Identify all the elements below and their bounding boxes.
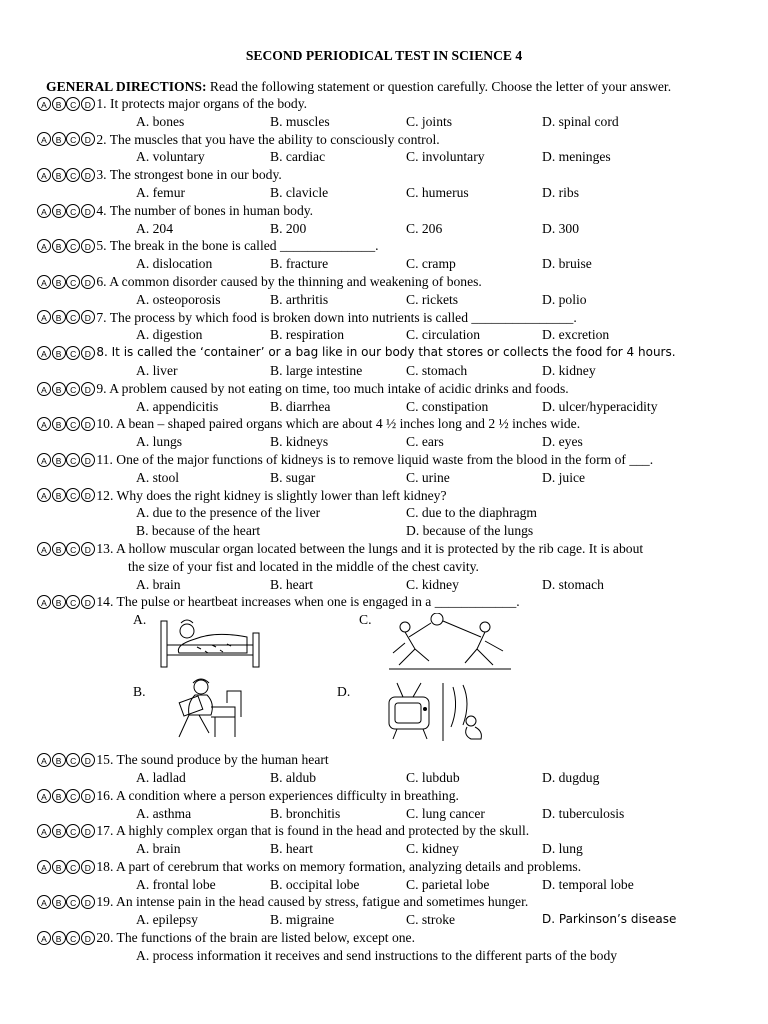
option-a[interactable]: A. stool [136, 469, 180, 485]
answer-bubble-c[interactable]: C [66, 97, 80, 111]
answer-bubble-c[interactable]: C [66, 824, 80, 838]
option-d[interactable]: D. because of the lungs [406, 523, 534, 539]
question-list [37, 95, 762, 965]
question-item [37, 131, 762, 167]
option-a[interactable]: A. 204 [136, 220, 174, 236]
answer-bubble-c[interactable]: C [66, 310, 80, 324]
option-b[interactable]: B. muscles [270, 113, 330, 129]
question-line [37, 415, 762, 433]
options-row [37, 398, 762, 416]
answer-bubble-d[interactable]: D [81, 132, 95, 146]
option-d[interactable]: D. polio [542, 291, 587, 307]
options-row [37, 876, 762, 894]
answer-bubble-d[interactable]: D [81, 488, 95, 502]
answer-bubble-a[interactable]: A [37, 595, 51, 609]
option-d[interactable]: D. excretion [542, 327, 610, 343]
question-text: 12. Why does the right kidney is slightly lower than left kidney? [96, 487, 447, 503]
answer-bubble-a[interactable]: A [37, 239, 51, 253]
answer-bubble-d[interactable]: D [81, 453, 95, 467]
option-a[interactable]: A. dislocation [136, 256, 213, 272]
answer-bubbles [37, 453, 95, 467]
option-b[interactable]: B. occipital lobe [270, 876, 360, 892]
answer-bubble-c[interactable]: C [66, 789, 80, 803]
option-b[interactable]: B. respiration [270, 327, 344, 343]
answer-bubble-a[interactable]: A [37, 895, 51, 909]
answer-bubble-b[interactable]: B [52, 239, 66, 253]
answer-bubbles [37, 97, 95, 111]
answer-bubble-c[interactable]: C [66, 132, 80, 146]
answer-bubble-c[interactable]: C [66, 453, 80, 467]
answer-bubbles [37, 168, 95, 182]
answer-bubble-b[interactable]: B [52, 542, 66, 556]
activity-illustration-a[interactable] [157, 611, 267, 676]
options-row [37, 113, 762, 131]
answer-bubble-a[interactable]: A [37, 168, 51, 182]
answer-bubble-a[interactable]: A [37, 382, 51, 396]
question-text: 6. A common disorder caused by the thinning and weakening of bones. [96, 273, 482, 289]
answer-bubble-c[interactable]: C [66, 204, 80, 218]
question-text: 13. A hollow muscular organ located between the lungs and it is protected by the rib cage. It is about [96, 540, 644, 556]
question-item [37, 787, 762, 823]
question-text: 16. A condition where a person experiences difficulty in breathing. [96, 787, 459, 803]
answer-bubble-c[interactable]: C [66, 346, 80, 360]
option-c[interactable]: C. cramp [406, 256, 456, 272]
answer-bubble-c[interactable]: C [66, 239, 80, 253]
option-b[interactable]: B. because of the heart [136, 523, 261, 539]
answer-bubbles [37, 310, 95, 324]
question-item [37, 540, 762, 593]
answer-bubble-a[interactable]: A [37, 789, 51, 803]
option-a[interactable]: A. due to the presence of the liver [136, 505, 321, 521]
option-d[interactable]: D. ribs [542, 184, 580, 200]
question-line [37, 822, 762, 840]
option-c[interactable]: C. kidney [406, 841, 459, 857]
question-line [37, 893, 762, 911]
option-b[interactable]: B. bronchitis [270, 805, 341, 821]
page-title: SECOND PERIODICAL TEST IN SCIENCE 4 [245, 48, 523, 63]
answer-bubble-a[interactable]: A [37, 931, 51, 945]
option-a[interactable]: A. bones [136, 113, 185, 129]
answer-bubble-a[interactable]: A [37, 860, 51, 874]
answer-bubble-c[interactable]: C [66, 931, 80, 945]
answer-bubble-a[interactable]: A [37, 417, 51, 431]
answer-bubble-d[interactable]: D [81, 204, 95, 218]
question-line [37, 273, 762, 291]
option-b[interactable]: B. fracture [270, 256, 329, 272]
answer-bubble-c[interactable]: C [66, 542, 80, 556]
options-row [37, 148, 762, 166]
question-item [37, 487, 762, 540]
question-item [37, 893, 762, 929]
options-row [37, 805, 762, 823]
options-row [37, 947, 762, 965]
question-text: 20. The functions of the brain are listed below, except one. [96, 930, 415, 946]
option-b[interactable]: B. migraine [270, 912, 335, 928]
answer-bubbles [37, 789, 95, 803]
option-c[interactable]: C. humerus [406, 184, 469, 200]
option-b[interactable]: B. 200 [270, 220, 307, 236]
answer-bubble-b[interactable]: B [52, 417, 66, 431]
answer-bubble-b[interactable]: B [52, 931, 66, 945]
option-c[interactable]: C. parietal lobe [406, 876, 490, 892]
question-text: 5. The break in the bone is called ______________. [96, 238, 379, 254]
answer-bubble-c[interactable]: C [66, 595, 80, 609]
options-row [37, 522, 762, 540]
option-a[interactable]: A. appendicitis [136, 398, 219, 414]
question-text: 10. A bean – shaped paired organs which are about 4 ½ inches long and 2 ½ inches wide. [96, 416, 581, 432]
activity-illustration-c[interactable] [385, 613, 515, 678]
answer-bubbles [37, 931, 95, 945]
answer-bubble-d[interactable]: D [81, 753, 95, 767]
option-d[interactable]: D. kidney [542, 362, 596, 378]
option-d[interactable]: D. Parkinson’s disease [542, 912, 677, 927]
answer-bubble-b[interactable]: B [52, 595, 66, 609]
answer-bubble-d[interactable]: D [81, 595, 95, 609]
answer-bubbles [37, 346, 95, 360]
answer-bubble-d[interactable]: D [81, 931, 95, 945]
answer-bubbles [37, 542, 95, 556]
question-line [37, 166, 762, 184]
answer-bubble-b[interactable]: B [52, 310, 66, 324]
option-a[interactable]: A. digestion [136, 327, 203, 343]
question-text: 18. A part of cerebrum that works on memory formation, analyzing details and problems. [96, 858, 582, 874]
option-a[interactable]: A. frontal lobe [136, 876, 216, 892]
picture-option-label-c: C. [359, 612, 372, 628]
question-item [37, 166, 762, 202]
options-row [37, 911, 762, 929]
option-a[interactable]: A. process information it receives and send instructions to the different parts of the body [136, 947, 618, 963]
options-row [37, 291, 762, 309]
option-d[interactable]: D. bruise [542, 256, 592, 272]
question-text-continued: the size of your fist and located in the middle of the chest cavity. [128, 558, 479, 574]
answer-bubbles [37, 417, 95, 431]
question-text: 2. The muscles that you have the ability to consciously control. [96, 131, 440, 147]
options-row [37, 433, 762, 451]
activity-illustration-d[interactable] [383, 681, 493, 750]
answer-bubble-a[interactable]: A [37, 824, 51, 838]
question-line [37, 787, 762, 805]
option-c[interactable]: C. lubdub [406, 769, 460, 785]
question-item [37, 822, 762, 858]
answer-bubble-a[interactable]: A [37, 97, 51, 111]
answer-bubble-d[interactable]: D [81, 789, 95, 803]
answer-bubble-b[interactable]: B [52, 824, 66, 838]
general-directions [46, 78, 746, 96]
question-item [37, 593, 762, 751]
option-a[interactable]: A. epilepsy [136, 912, 198, 928]
answer-bubble-d[interactable]: D [81, 824, 95, 838]
question-line [37, 344, 762, 362]
option-d[interactable]: D. lung [542, 841, 583, 857]
option-b[interactable]: B. sugar [270, 469, 316, 485]
picture-option-label-a: A. [133, 612, 147, 628]
option-b[interactable]: B. cardiac [270, 149, 326, 165]
option-d[interactable]: D. meninges [542, 149, 611, 165]
answer-bubble-b[interactable]: B [52, 789, 66, 803]
question-item [37, 237, 762, 273]
option-b[interactable]: B. arthritis [270, 291, 329, 307]
option-a[interactable]: A. osteoporosis [136, 291, 221, 307]
answer-bubble-a[interactable]: A [37, 753, 51, 767]
option-c[interactable]: C. rickets [406, 291, 459, 307]
answer-bubble-d[interactable]: D [81, 239, 95, 253]
answer-bubbles [37, 488, 95, 502]
options-row [37, 362, 762, 380]
answer-bubble-a[interactable]: A [37, 310, 51, 324]
answer-bubble-b[interactable]: B [52, 488, 66, 502]
answer-bubble-c[interactable]: C [66, 753, 80, 767]
option-c[interactable]: C. urine [406, 469, 450, 485]
question-line [37, 309, 762, 327]
answer-bubble-a[interactable]: A [37, 132, 51, 146]
option-d[interactable]: D. tuberculosis [542, 805, 625, 821]
question-text: 14. The pulse or heartbeat increases when one is engaged in a ____________. [96, 594, 520, 610]
question-line [37, 380, 762, 398]
option-b[interactable]: B. heart [270, 841, 314, 857]
answer-bubbles [37, 895, 95, 909]
question-line [37, 451, 762, 469]
answer-bubble-b[interactable]: B [52, 382, 66, 396]
answer-bubble-d[interactable]: D [81, 417, 95, 431]
answer-bubble-b[interactable]: B [52, 860, 66, 874]
question-text: 9. A problem caused by not eating on time, too much intake of acidic drinks and foods. [96, 380, 569, 396]
option-b[interactable]: B. large intestine [270, 362, 363, 378]
directions-text: Read the following statement or question carefully. Choose the letter of your answer. [206, 79, 672, 94]
option-d[interactable]: D. spinal cord [542, 113, 619, 129]
option-d[interactable]: D. temporal lobe [542, 876, 634, 892]
options-row [37, 504, 762, 522]
answer-bubble-d[interactable]: D [81, 382, 95, 396]
question-item [37, 451, 762, 487]
answer-bubble-b[interactable]: B [52, 204, 66, 218]
question-text: 11. One of the major functions of kidneys is to remove liquid waste from the blood in the form of ___. [96, 451, 654, 467]
question-line [37, 487, 762, 505]
option-c[interactable]: C. joints [406, 113, 453, 129]
answer-bubbles [37, 824, 95, 838]
question-item [37, 344, 762, 380]
answer-bubbles [37, 753, 95, 767]
option-b[interactable]: B. kidneys [270, 434, 329, 450]
question-line [37, 131, 762, 149]
question-text: 4. The number of bones in human body. [96, 202, 314, 218]
options-row [37, 220, 762, 238]
question-item [37, 751, 762, 787]
option-c[interactable]: C. circulation [406, 327, 480, 343]
answer-bubbles [37, 382, 95, 396]
picture-options [37, 611, 762, 751]
question-line [37, 929, 762, 947]
question-item [37, 309, 762, 345]
option-d[interactable]: D. stomach [542, 576, 604, 592]
answer-bubble-c[interactable]: C [66, 168, 80, 182]
answer-bubble-b[interactable]: B [52, 453, 66, 467]
options-row [37, 576, 762, 594]
answer-bubble-b[interactable]: B [52, 895, 66, 909]
option-d[interactable]: D. 300 [542, 220, 580, 236]
answer-bubbles [37, 132, 95, 146]
question-text: 3. The strongest bone in our body. [96, 167, 282, 183]
options-row [37, 840, 762, 858]
option-a[interactable]: A. brain [136, 841, 181, 857]
option-d[interactable]: D. ulcer/hyperacidity [542, 398, 658, 414]
picture-option-label-d: D. [337, 684, 351, 700]
option-b[interactable]: B. diarrhea [270, 398, 331, 414]
answer-bubble-b[interactable]: B [52, 753, 66, 767]
question-line [37, 202, 762, 220]
question-item [37, 415, 762, 451]
answer-bubble-d[interactable]: D [81, 860, 95, 874]
answer-bubble-d[interactable]: D [81, 97, 95, 111]
answer-bubble-c[interactable]: C [66, 417, 80, 431]
options-row [37, 326, 762, 344]
question-text: 19. An intense pain in the head caused by stress, fatigue and sometimes hunger. [96, 894, 529, 910]
answer-bubble-d[interactable]: D [81, 895, 95, 909]
answer-bubble-a[interactable]: A [37, 346, 51, 360]
answer-bubble-d[interactable]: D [81, 542, 95, 556]
answer-bubble-b[interactable]: B [52, 132, 66, 146]
answer-bubble-c[interactable]: C [66, 382, 80, 396]
picture-option-label-b: B. [133, 684, 146, 700]
question-item [37, 929, 762, 965]
question-line [37, 237, 762, 255]
directions-label: GENERAL DIRECTIONS: [46, 79, 207, 94]
question-text: 1. It protects major organs of the body. [96, 96, 308, 111]
answer-bubble-d[interactable]: D [81, 168, 95, 182]
option-a[interactable]: A. ladlad [136, 769, 186, 785]
answer-bubble-a[interactable]: A [37, 204, 51, 218]
options-row [37, 469, 762, 487]
question-item [37, 95, 762, 131]
question-line [37, 95, 762, 113]
answer-bubble-b[interactable]: B [52, 168, 66, 182]
question-text: 7. The process by which food is broken down into nutrients is called _______________. [96, 309, 577, 325]
options-row [37, 255, 762, 273]
option-a[interactable]: A. asthma [136, 805, 192, 821]
question-text: 15. The sound produce by the human heart [96, 752, 329, 768]
option-a[interactable]: A. liver [136, 362, 178, 378]
answer-bubble-b[interactable]: B [52, 275, 66, 289]
question-line [37, 540, 762, 558]
option-b[interactable]: B. clavicle [270, 184, 329, 200]
answer-bubble-c[interactable]: C [66, 860, 80, 874]
answer-bubbles [37, 239, 95, 253]
option-c[interactable]: C. due to the diaphragm [406, 505, 537, 521]
option-c[interactable]: C. stomach [406, 362, 468, 378]
question-item [37, 273, 762, 309]
question-item [37, 380, 762, 416]
question-line [37, 751, 762, 769]
question-item [37, 858, 762, 894]
option-c[interactable]: C. constipation [406, 398, 489, 414]
answer-bubble-d[interactable]: D [81, 346, 95, 360]
answer-bubbles [37, 860, 95, 874]
answer-bubble-a[interactable]: A [37, 542, 51, 556]
option-c[interactable]: C. kidney [406, 576, 459, 592]
answer-bubble-d[interactable]: D [81, 310, 95, 324]
answer-bubble-d[interactable]: D [81, 275, 95, 289]
answer-bubble-c[interactable]: C [66, 488, 80, 502]
answer-bubble-a[interactable]: A [37, 275, 51, 289]
question-item [37, 202, 762, 238]
option-a[interactable]: A. voluntary [136, 149, 205, 165]
option-b[interactable]: B. heart [270, 576, 314, 592]
option-d[interactable]: D. dugdug [542, 769, 600, 785]
question-text: 8. It is called the ‘container’ or a bag like in our body that stores or collects the food for 4 hours. [96, 345, 676, 360]
option-a[interactable]: A. brain [136, 576, 181, 592]
option-c[interactable]: C. 206 [406, 220, 443, 236]
option-c[interactable]: C. involuntary [406, 149, 485, 165]
answer-bubbles [37, 275, 95, 289]
answer-bubble-a[interactable]: A [37, 453, 51, 467]
option-d[interactable]: D. juice [542, 469, 586, 485]
options-row [37, 769, 762, 787]
answer-bubble-c[interactable]: C [66, 895, 80, 909]
question-text: 17. A highly complex organ that is found in the head and protected by the skull. [96, 823, 530, 839]
answer-bubble-b[interactable]: B [52, 346, 66, 360]
option-b[interactable]: B. aldub [270, 769, 317, 785]
answer-bubble-c[interactable]: C [66, 275, 80, 289]
question-line [37, 593, 762, 611]
answer-bubble-b[interactable]: B [52, 97, 66, 111]
options-row [37, 184, 762, 202]
activity-illustration-b[interactable] [165, 677, 255, 746]
option-d[interactable]: D. eyes [542, 434, 583, 450]
answer-bubbles [37, 204, 95, 218]
option-a[interactable]: A. femur [136, 184, 186, 200]
option-c[interactable]: C. lung cancer [406, 805, 485, 821]
question-line [37, 858, 762, 876]
option-a[interactable]: A. lungs [136, 434, 183, 450]
answer-bubble-a[interactable]: A [37, 488, 51, 502]
option-c[interactable]: C. ears [406, 434, 444, 450]
option-c[interactable]: C. stroke [406, 912, 456, 928]
answer-bubbles [37, 595, 95, 609]
